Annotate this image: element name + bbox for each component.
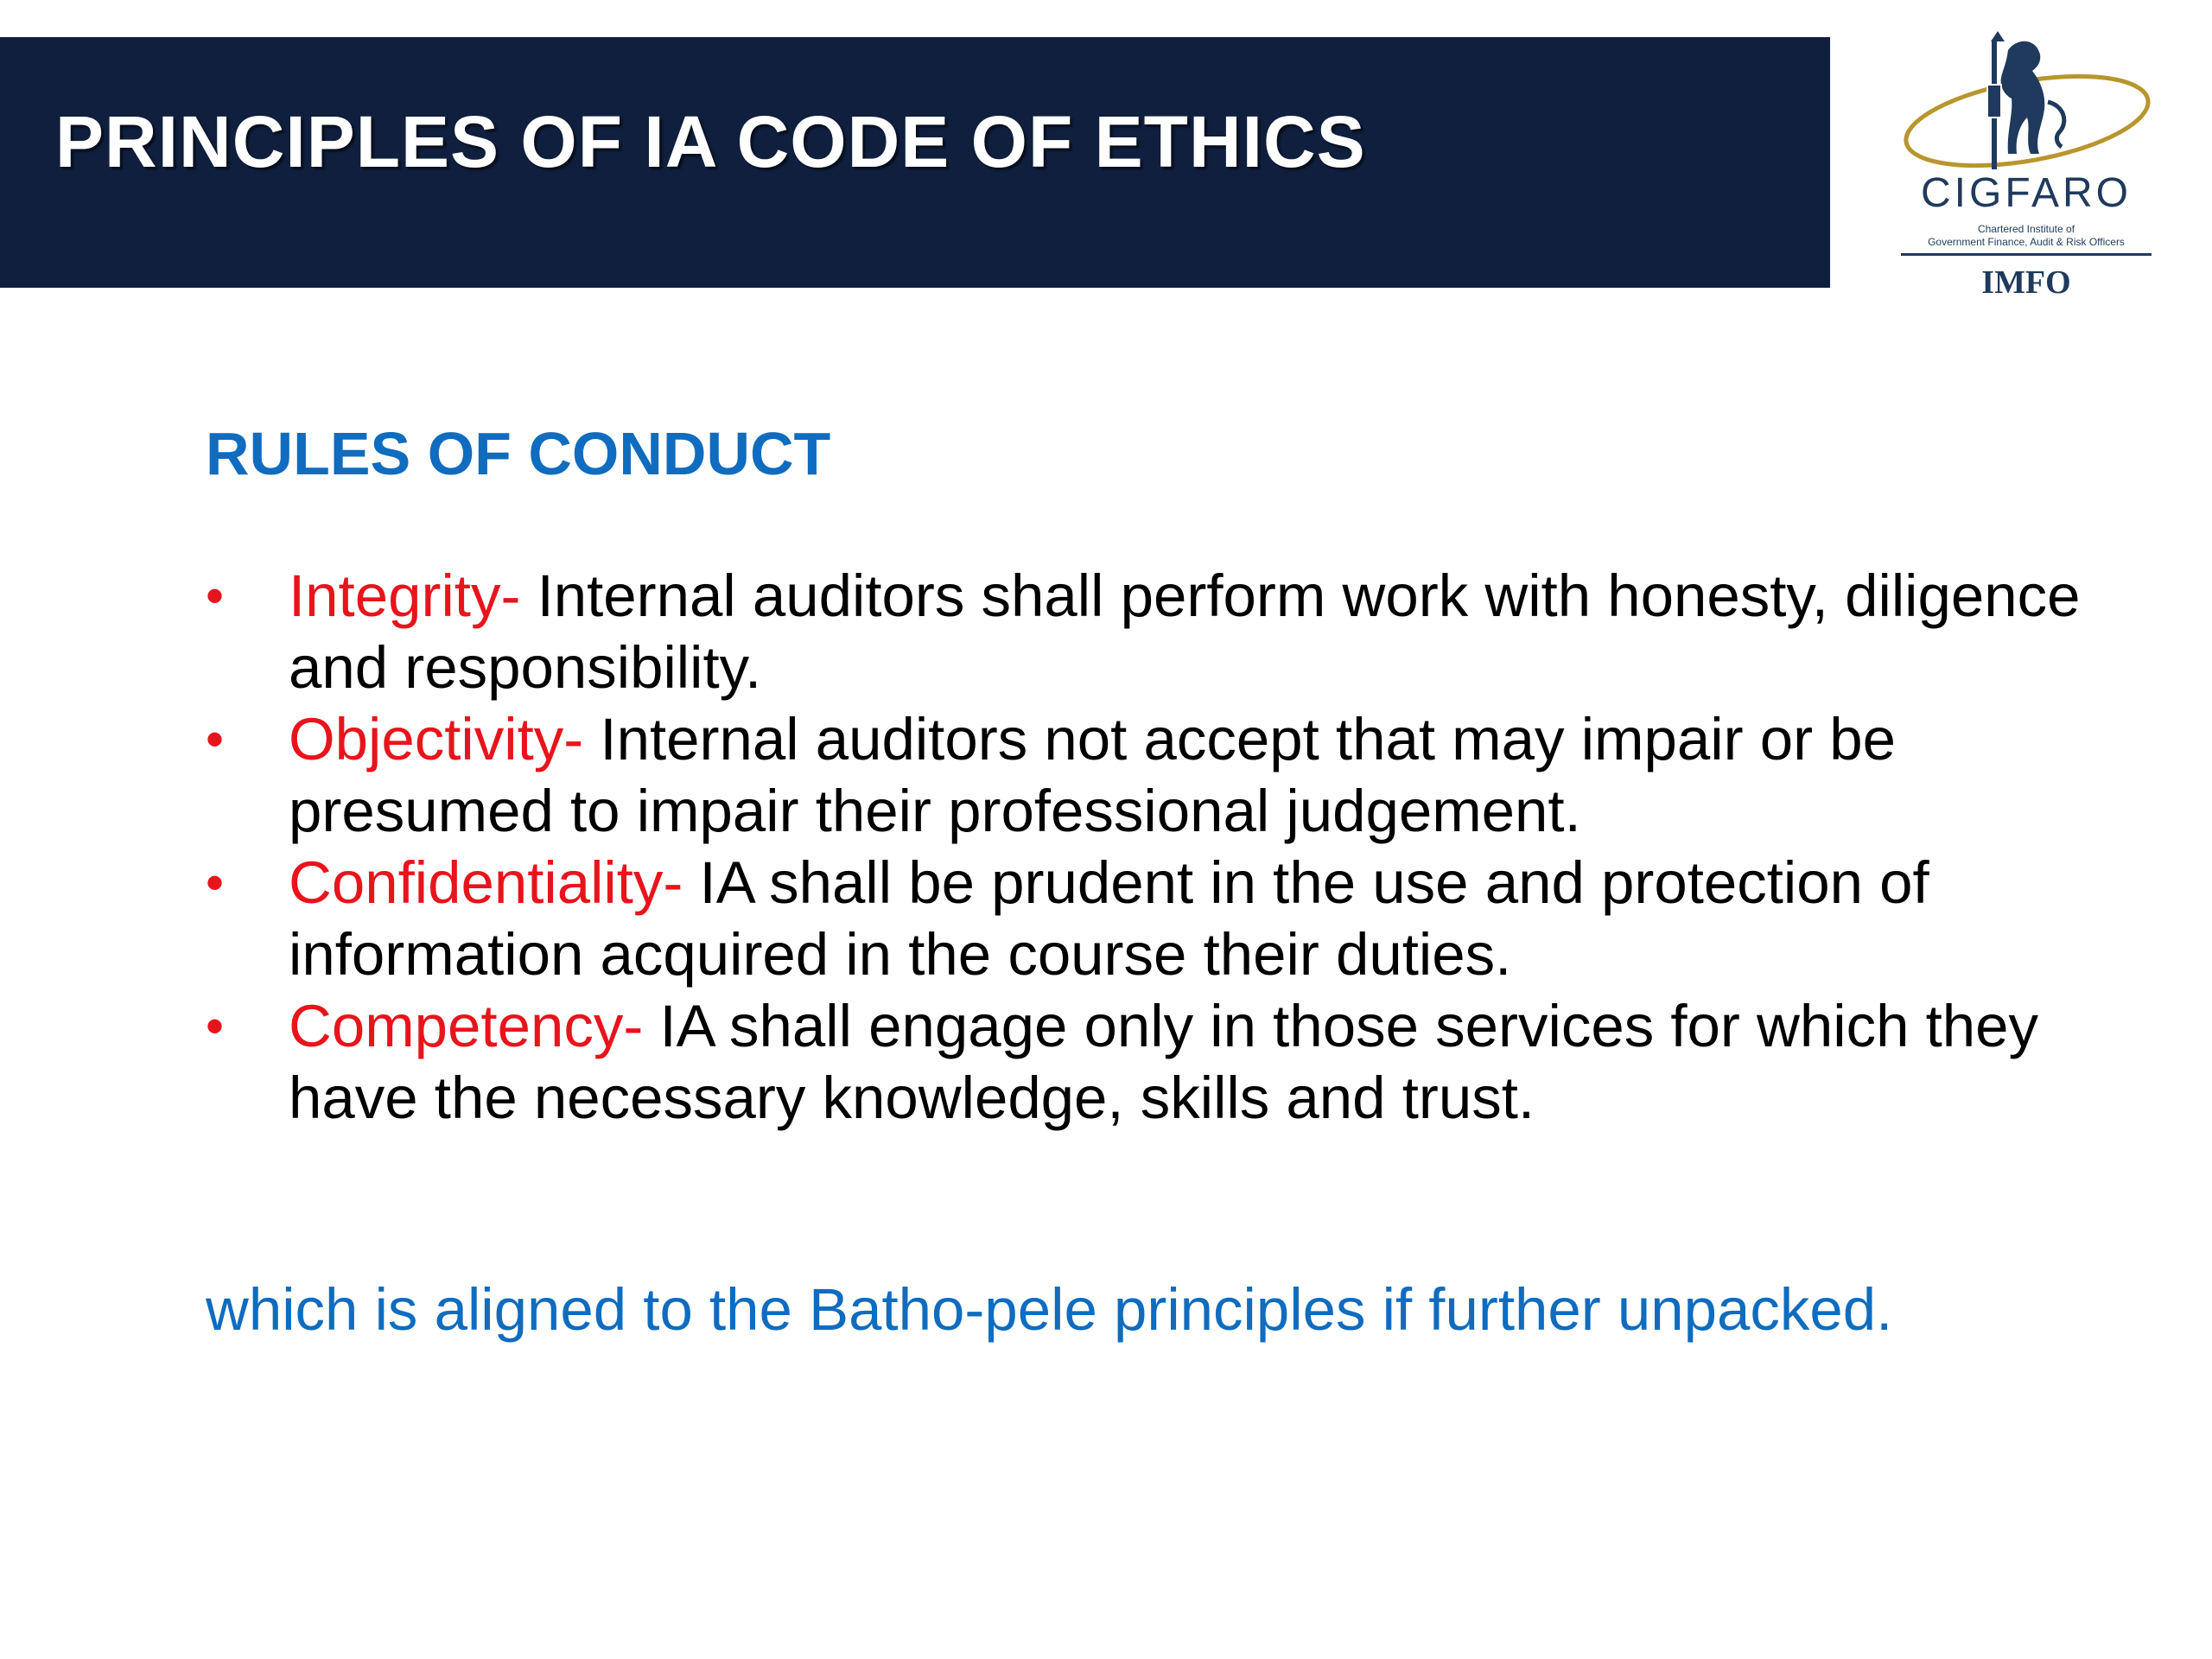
bullet-icon: • (206, 854, 225, 912)
rule-description: Internal auditors shall perform work with honesty, diligence and responsibility. (289, 563, 2081, 701)
rule-term: Confidentiality- (289, 849, 683, 916)
rule-term: Objectivity- (289, 706, 584, 772)
logo-subtitle-line1: Chartered Institute of (1977, 223, 2075, 235)
rule-term: Integrity- (289, 563, 521, 629)
rule-item-competency (206, 990, 2107, 1134)
rule-item-integrity (206, 560, 2107, 703)
rule-item-objectivity (206, 703, 2107, 847)
slide-title: PRINCIPLES OF IA CODE OF ETHICS (55, 101, 1366, 182)
lion-emblem-icon (1897, 24, 2157, 180)
bullet-icon: • (206, 710, 225, 768)
rule-description: IA shall be prudent in the use and protection of information acquired in the course their duties. (289, 849, 1929, 988)
rule-term: Competency- (289, 993, 644, 1059)
rules-list (206, 560, 2107, 1134)
closing-statement: which is aligned to the Batho-pele principles if further unpacked. (206, 1276, 1893, 1343)
logo-subtitle-line2: Government Finance, Audit & Risk Officers (1928, 236, 2125, 248)
bullet-icon: • (206, 997, 225, 1055)
rule-description: Internal auditors not accept that may impair or be presumed to impair their professional judgement. (289, 706, 1897, 844)
logo-abbreviation: IMFO (1981, 264, 2071, 301)
logo-divider (1901, 253, 2152, 256)
bullet-icon: • (206, 567, 225, 625)
rule-item-confidentiality (206, 847, 2107, 990)
logo-wordmark: CIGFARO (1920, 170, 2133, 216)
cigfaro-logo (1884, 17, 2169, 302)
section-heading: RULES OF CONDUCT (206, 420, 831, 487)
rule-description: IA shall engage only in those services for which they have the necessary knowledge, skills and trust. (289, 993, 2039, 1131)
